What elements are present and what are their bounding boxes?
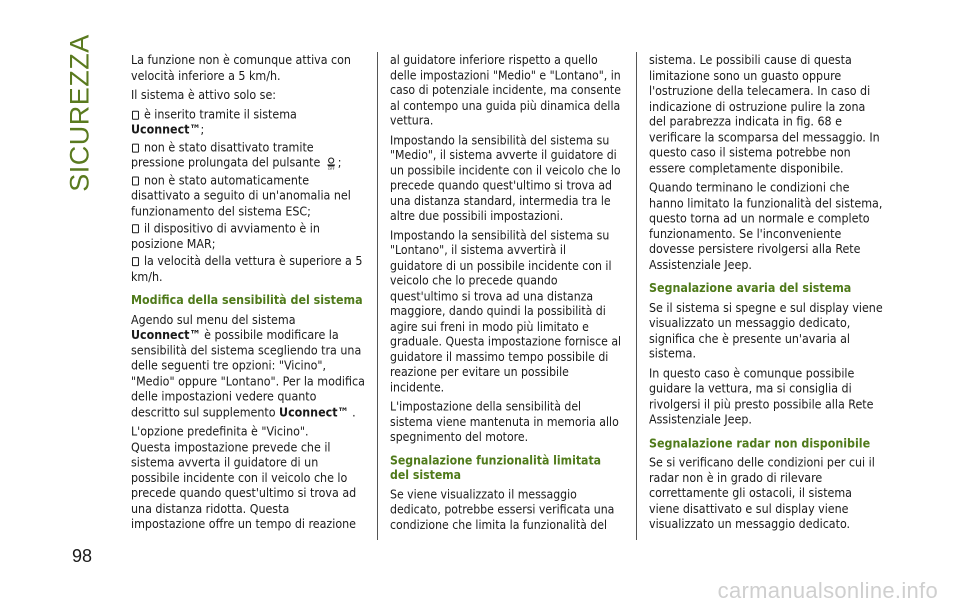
- checkbox-bullet-icon: [132, 110, 139, 119]
- text-column-1: [131, 52, 366, 536]
- section-heading: Segnalazione avaria del sistema: [649, 280, 852, 295]
- checkbox-bullet-icon: [132, 176, 139, 185]
- collision-warning-off-button-icon: [324, 156, 338, 170]
- page-number: 98: [72, 546, 93, 566]
- paragraph: Agendo sul menu del sistema Uconnect™ è possibile modificare la sensibilità del sistema scegliendo tra una delle seguenti tre opzioni: "Vicino", "Medio" oppure "Lontano". Per la modifica delle impostazioni vedere quanto descritto sul supplemento Uconnect™ .: [131, 311, 365, 419]
- paragraph: Questa impostazione prevede che il sistema avverta il guidatore di un possibile incidente con il veicolo che lo precede quando quest'ultimo si trova ad una distanza ridotta. Questa impostazione offre un tempo di reazione: [131, 438, 357, 532]
- paragraph: L'opzione predefinita è "Vicino".: [131, 423, 309, 439]
- section-heading: Segnalazione radar non disponibile: [649, 434, 871, 450]
- paragraph: In questo caso è comunque possibile guidare la vettura, ma si consiglia di rivolgersi il più presto possibile alla Rete Assistenziale Jeep.: [649, 365, 874, 427]
- section-title: [52, 34, 108, 192]
- paragraph: Se viene visualizzato il messaggio dedicato, potrebbe essersi verificata una condizione che limita la funzionalità del: [390, 486, 615, 532]
- section-heading: Segnalazione funzionalità limitata del sistema: [390, 452, 602, 483]
- paragraph: Se si verificano delle condizioni per cui il radar non è in grado di rilevare correttamente gli ostacoli, il sistema viene disattivato e sul display viene visualizzato un messaggio dedicato.: [649, 454, 875, 532]
- watermark: carmanualsonline.info: [717, 578, 938, 603]
- text-column-2: [390, 52, 622, 536]
- paragraph: Impostando la sensibilità del sistema su "Lontano", il sistema avvertirà il guidatore di un possibile incidente con il veicolo che lo precede quando quest'ultimo si trova ad una distanza maggiore, dando quindi la possibilità di agire sui freni in modo più limitato e graduale. Questa impostazione fornisce al guidatore il massimo tempo possibile di reazione per evitare un possibile incidente.: [390, 227, 622, 395]
- list-item: è inserito tramite il sistema Uconnect™;: [131, 106, 297, 137]
- section-title-text: SICUREZZA: [64, 34, 95, 192]
- list-item: non è stato disattivato tramite pressione prolungata del pulsante OFF ;: [131, 139, 342, 171]
- list-item: il dispositivo di avviamento è in posizione MAR;: [131, 220, 320, 251]
- paragraph: sistema. Le possibili cause di questa limitazione sono un guasto oppure l'ostruzione della telecamera. In caso di indicazione di ostruzione pulire la zona del parabrezza indicata in fig. 68 e verificare la scomparsa del messaggio. In questo caso il sistema potrebbe non essere completamente disponibile.: [649, 52, 880, 175]
- checkbox-bullet-icon: [132, 257, 139, 266]
- column-divider: [377, 52, 378, 540]
- column-divider: [636, 52, 637, 540]
- paragraph: L'impostazione della sensibilità del sistema viene mantenuta in memoria allo spegnimento del motore.: [390, 398, 619, 444]
- paragraph: La funzione non è comunque attiva con velocità inferiore a 5 km/h.: [131, 52, 351, 83]
- paragraph: Impostando la sensibilità del sistema su "Medio", il sistema avverte il guidatore di un possibile incidente con il veicolo che lo precede quando quest'ultimo si trova ad una distanza standard, intermedia tra le altre due possibili impostazioni.: [390, 132, 621, 223]
- paragraph: al guidatore inferiore rispetto a quello delle impostazioni "Medio" e "Lontano", in caso di potenziale incidente, ma consente al contempo una guida più dinamica della vettura.: [390, 52, 621, 128]
- section-heading: Modifica della sensibilità del sistema: [131, 292, 363, 307]
- paragraph: Se il sistema si spegne e sul display viene visualizzato un messaggio dedicato, significa che è presente un'avaria al sistema.: [649, 299, 883, 361]
- paragraph: Il sistema è attivo solo se:: [131, 86, 277, 102]
- svg-text:OFF: OFF: [327, 166, 335, 171]
- checkbox-bullet-icon: [132, 143, 139, 152]
- text-column-3: [649, 52, 884, 536]
- list-item: la velocità della vettura è superiore a 5 km/h.: [131, 253, 363, 284]
- paragraph: Quando terminano le condizioni che hanno limitato la funzionalità del sistema, questo torna ad un normale e completo funzionamento. Se l'inconveniente dovesse persistere rivolgersi alla Rete Assistenziale Jeep.: [649, 179, 883, 272]
- checkbox-bullet-icon: [132, 224, 139, 233]
- list-item: non è stato automaticamente disattivato a seguito di un'anomalia nel funzionamento del sistema ESC;: [131, 172, 351, 218]
